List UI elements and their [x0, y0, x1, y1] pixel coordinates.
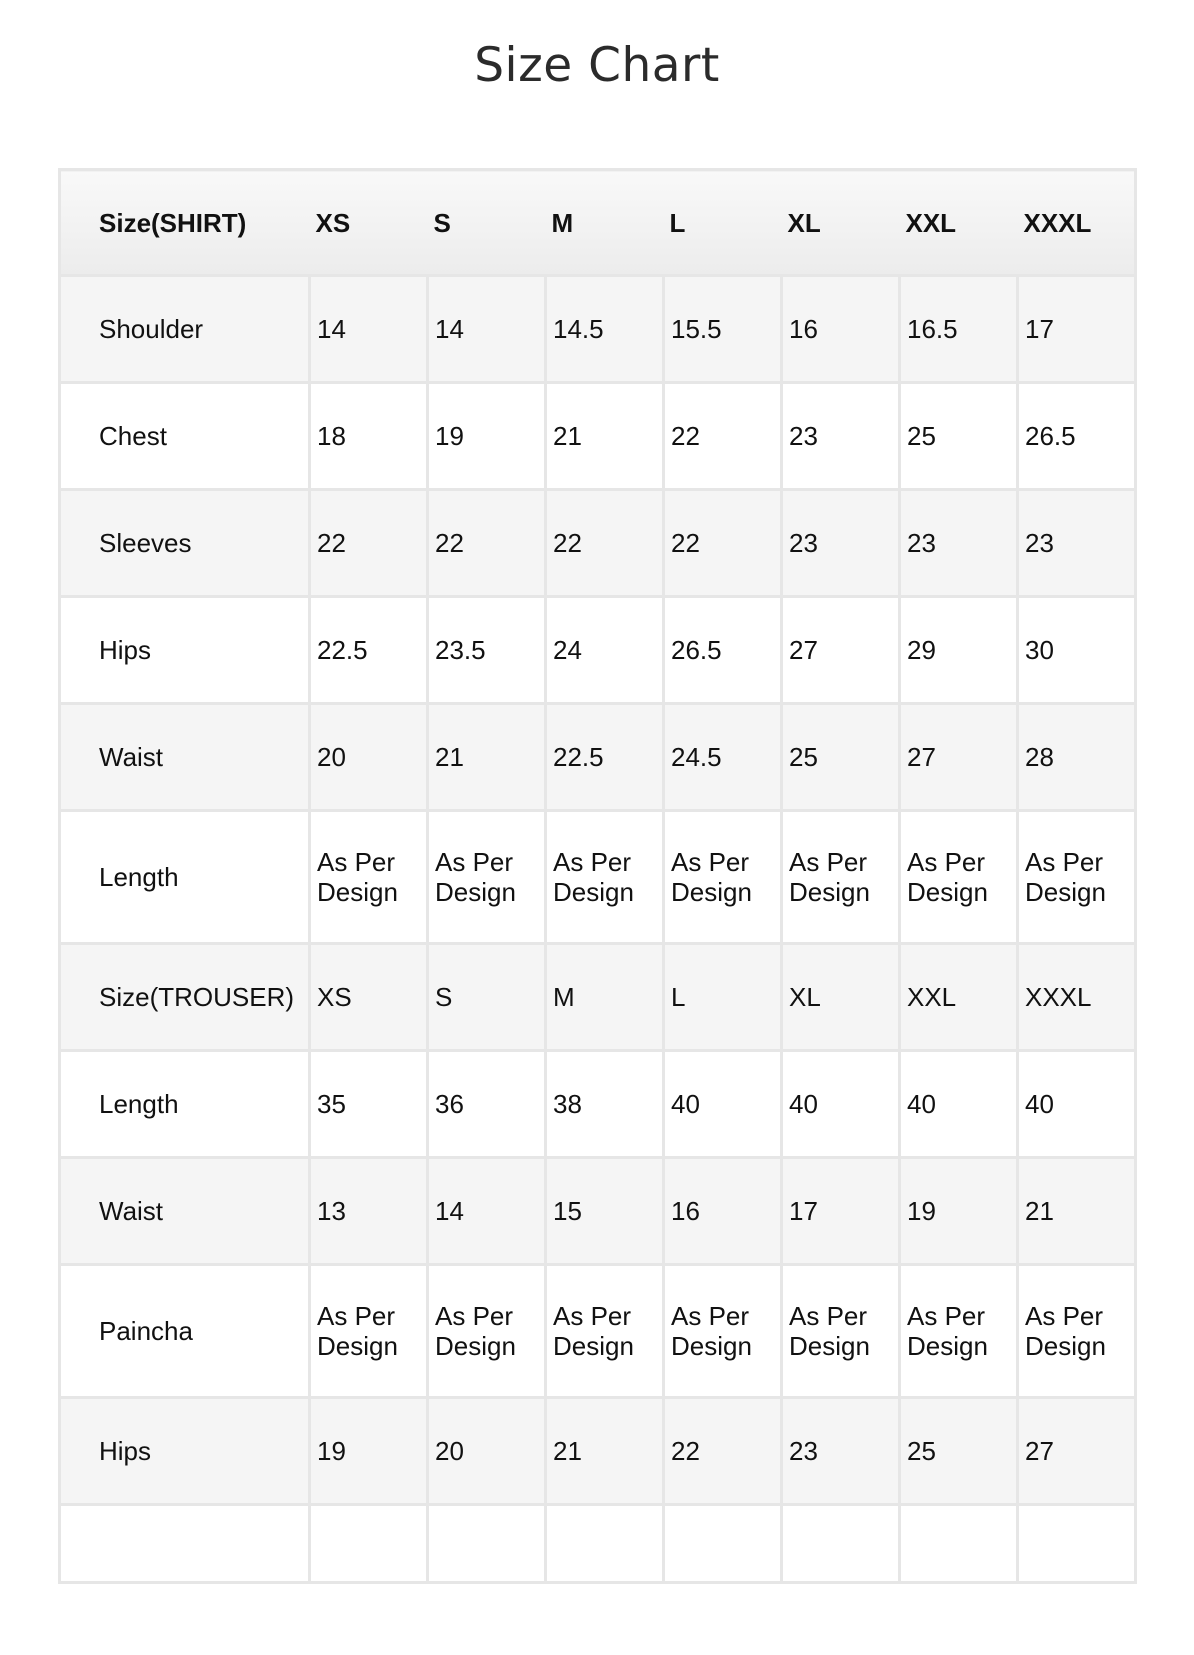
header-cell: Size(SHIRT) — [60, 170, 310, 276]
row-label: Waist — [60, 1158, 310, 1265]
table-cell: 27 — [1018, 1398, 1136, 1505]
header-cell: S — [428, 170, 546, 276]
table-cell: As Per Design — [1018, 1265, 1136, 1398]
table-cell: 23 — [782, 1398, 900, 1505]
table-cell: 14 — [428, 1158, 546, 1265]
row-label — [60, 1505, 310, 1583]
table-row — [60, 597, 1136, 704]
row-label: Chest — [60, 383, 310, 490]
table-row — [60, 490, 1136, 597]
table-cell: 20 — [310, 704, 428, 811]
table-row — [60, 1398, 1136, 1505]
table-cell: 40 — [664, 1051, 782, 1158]
table-cell — [310, 1505, 428, 1583]
table-cell: As Per Design — [428, 811, 546, 944]
size-chart-table — [58, 168, 1137, 1584]
row-label: Paincha — [60, 1265, 310, 1398]
table-cell: 30 — [1018, 597, 1136, 704]
table-row — [60, 383, 1136, 490]
table-cell: 29 — [900, 597, 1018, 704]
table-cell: 35 — [310, 1051, 428, 1158]
table-row — [60, 1051, 1136, 1158]
table-cell — [546, 1505, 664, 1583]
row-label: Length — [60, 1051, 310, 1158]
table-row — [60, 944, 1136, 1051]
table-cell: As Per Design — [310, 1265, 428, 1398]
header-cell: M — [546, 170, 664, 276]
table-cell — [782, 1505, 900, 1583]
table-cell: 15 — [546, 1158, 664, 1265]
table-cell: 17 — [782, 1158, 900, 1265]
table-row — [60, 811, 1136, 944]
table-cell: 16 — [782, 276, 900, 383]
table-cell: 27 — [900, 704, 1018, 811]
table-cell: 25 — [900, 1398, 1018, 1505]
table-row — [60, 1158, 1136, 1265]
table-cell: 15.5 — [664, 276, 782, 383]
table-cell: L — [664, 944, 782, 1051]
table-cell — [664, 1505, 782, 1583]
table-cell: 14.5 — [546, 276, 664, 383]
table-cell: 24.5 — [664, 704, 782, 811]
table-cell — [900, 1505, 1018, 1583]
table-cell: 22 — [664, 1398, 782, 1505]
table-cell: 19 — [310, 1398, 428, 1505]
table-cell: As Per Design — [1018, 811, 1136, 944]
table-cell: 21 — [428, 704, 546, 811]
table-cell: 19 — [900, 1158, 1018, 1265]
table-cell: 36 — [428, 1051, 546, 1158]
table-cell: 14 — [310, 276, 428, 383]
table-cell: As Per Design — [664, 811, 782, 944]
table-cell: 13 — [310, 1158, 428, 1265]
header-cell: XXL — [900, 170, 1018, 276]
row-label: Length — [60, 811, 310, 944]
table-cell: 25 — [782, 704, 900, 811]
table-cell: 23 — [900, 490, 1018, 597]
table-cell: As Per Design — [428, 1265, 546, 1398]
table-cell: 21 — [546, 1398, 664, 1505]
table-cell: 23 — [1018, 490, 1136, 597]
row-label: Size(TROUSER) — [60, 944, 310, 1051]
table-cell: As Per Design — [900, 811, 1018, 944]
table-cell: 28 — [1018, 704, 1136, 811]
table-row — [60, 1265, 1136, 1398]
table-cell: M — [546, 944, 664, 1051]
table-cell: 22 — [664, 383, 782, 490]
table-cell: 23 — [782, 383, 900, 490]
table-cell: 20 — [428, 1398, 546, 1505]
table-body — [60, 276, 1136, 1583]
table-cell: 22 — [428, 490, 546, 597]
table-row — [60, 1505, 1136, 1583]
table-cell: 40 — [782, 1051, 900, 1158]
row-label: Shoulder — [60, 276, 310, 383]
table-cell: As Per Design — [782, 1265, 900, 1398]
table-cell: As Per Design — [546, 811, 664, 944]
table-cell: XL — [782, 944, 900, 1051]
table-row — [60, 704, 1136, 811]
table-cell: XXL — [900, 944, 1018, 1051]
table-row — [60, 276, 1136, 383]
table-cell: 22 — [664, 490, 782, 597]
table-cell: 23 — [782, 490, 900, 597]
table-cell: 26.5 — [1018, 383, 1136, 490]
table-cell: As Per Design — [664, 1265, 782, 1398]
table-cell: 38 — [546, 1051, 664, 1158]
table-cell: As Per Design — [310, 811, 428, 944]
table-cell: 40 — [1018, 1051, 1136, 1158]
header-cell: XXXL — [1018, 170, 1136, 276]
table-cell: 23.5 — [428, 597, 546, 704]
table-cell: 17 — [1018, 276, 1136, 383]
table-header-row — [60, 170, 1136, 276]
table-cell — [428, 1505, 546, 1583]
table-cell: 19 — [428, 383, 546, 490]
row-label: Waist — [60, 704, 310, 811]
header-cell: XS — [310, 170, 428, 276]
table-cell: S — [428, 944, 546, 1051]
table-cell: 16 — [664, 1158, 782, 1265]
page-title: Size Chart — [474, 38, 720, 93]
table-cell: 24 — [546, 597, 664, 704]
table-cell: XXXL — [1018, 944, 1136, 1051]
header-cell: XL — [782, 170, 900, 276]
table-cell: As Per Design — [546, 1265, 664, 1398]
row-label: Hips — [60, 597, 310, 704]
table-cell: XS — [310, 944, 428, 1051]
table-cell: 22 — [310, 490, 428, 597]
header-cell: L — [664, 170, 782, 276]
table-cell: 18 — [310, 383, 428, 490]
table-cell: 16.5 — [900, 276, 1018, 383]
table-cell: As Per Design — [900, 1265, 1018, 1398]
table-cell: 21 — [1018, 1158, 1136, 1265]
table-cell: 27 — [782, 597, 900, 704]
table-cell: 25 — [900, 383, 1018, 490]
table-cell: 14 — [428, 276, 546, 383]
table-cell: As Per Design — [782, 811, 900, 944]
table-cell: 22.5 — [310, 597, 428, 704]
table-cell: 22.5 — [546, 704, 664, 811]
table-cell: 40 — [900, 1051, 1018, 1158]
row-label: Hips — [60, 1398, 310, 1505]
row-label: Sleeves — [60, 490, 310, 597]
table-cell: 21 — [546, 383, 664, 490]
table-cell: 26.5 — [664, 597, 782, 704]
table-cell: 22 — [546, 490, 664, 597]
table-cell — [1018, 1505, 1136, 1583]
